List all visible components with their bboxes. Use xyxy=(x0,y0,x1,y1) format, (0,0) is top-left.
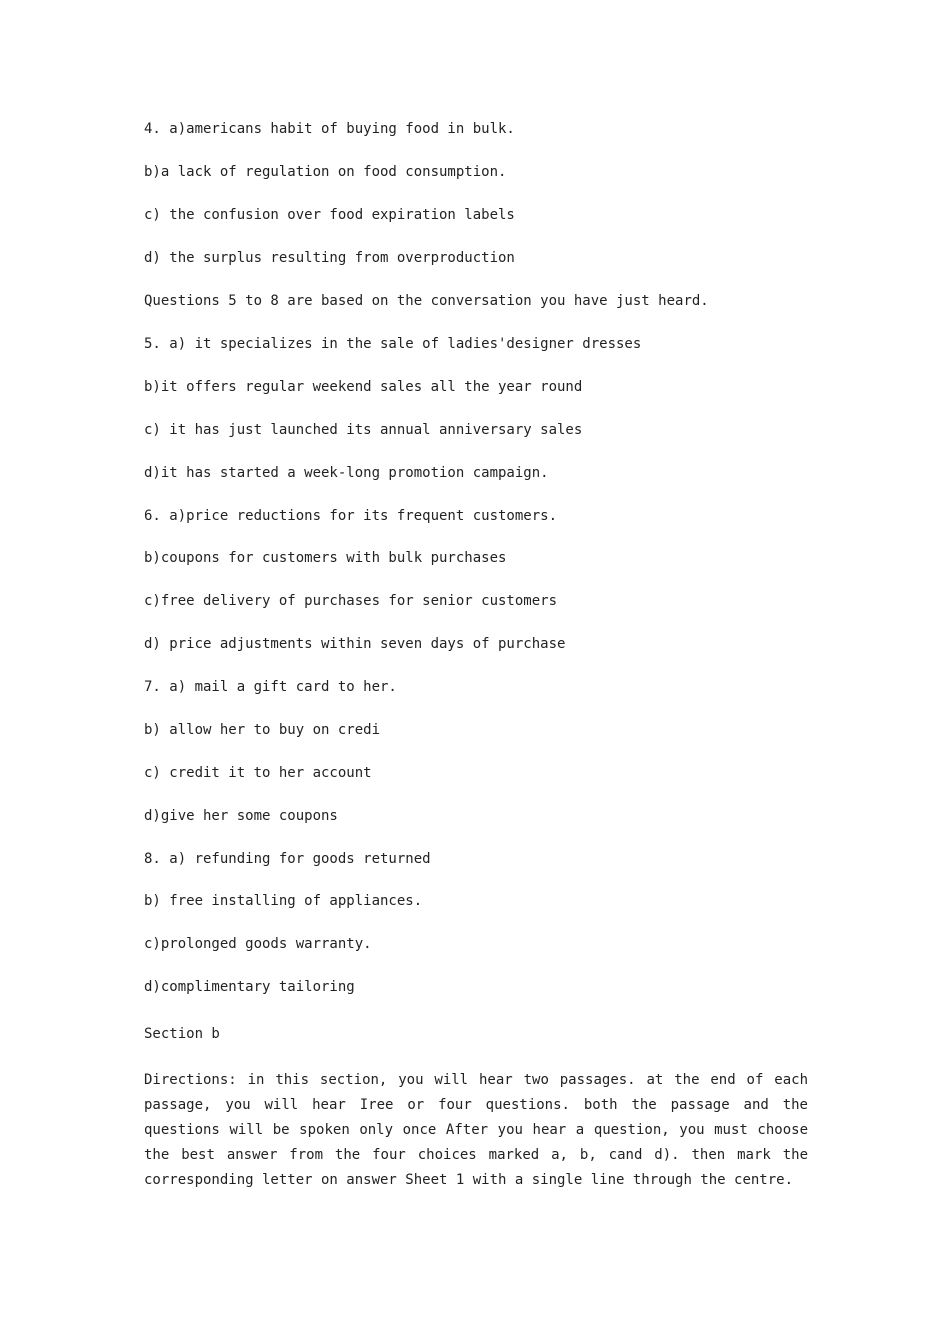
question-8-option-a: 8. a) refunding for goods returned xyxy=(144,851,431,867)
question-7-option-b: b) allow her to buy on credi xyxy=(144,722,381,738)
directions-paragraph: Directions: in this section, you will hear two passages. at the end of each passage, you will hear Iree or four questions. both the passage and the questions will be spoken only once After you hear a question, you must choose the best answer from the four choices marked a, b, cand d). then mark the corresponding letter on answer Sheet 1 with a single line through the centre. xyxy=(144,1072,808,1188)
question-6-option-b: b)coupons for customers with bulk purchases xyxy=(144,550,507,566)
question-5-option-c: c) it has just launched its annual anniversary sales xyxy=(144,422,583,438)
question-4-option-c: c) the confusion over food expiration labels xyxy=(144,207,515,223)
question-6-option-a: 6. a)price reductions for its frequent customers. xyxy=(144,508,558,524)
question-8-option-c: c)prolonged goods warranty. xyxy=(144,936,372,952)
question-7-option-d: d)give her some coupons xyxy=(144,808,338,824)
question-5-option-b: b)it offers regular weekend sales all the year round xyxy=(144,379,583,395)
question-4-option-a: 4. a)americans habit of buying food in bulk. xyxy=(144,121,515,137)
question-4-option-d: d) the surplus resulting from overproduction xyxy=(144,250,515,266)
conversation-intro: Questions 5 to 8 are based on the conversation you have just heard. xyxy=(144,293,709,309)
question-6-option-c: c)free delivery of purchases for senior customers xyxy=(144,593,558,609)
question-8-option-d: d)complimentary tailoring xyxy=(144,979,355,995)
question-4-option-b: b)a lack of regulation on food consumption. xyxy=(144,164,507,180)
question-5-option-a: 5. a) it specializes in the sale of ladies'designer dresses xyxy=(144,336,642,352)
question-5-option-d: d)it has started a week-long promotion campaign. xyxy=(144,465,549,481)
question-7-option-a: 7. a) mail a gift card to her. xyxy=(144,679,397,695)
question-7-option-c: c) credit it to her account xyxy=(144,765,372,781)
question-8-option-b: b) free installing of appliances. xyxy=(144,893,423,909)
question-6-option-d: d) price adjustments within seven days of purchase xyxy=(144,636,566,652)
section-heading: Section b xyxy=(144,1026,220,1042)
